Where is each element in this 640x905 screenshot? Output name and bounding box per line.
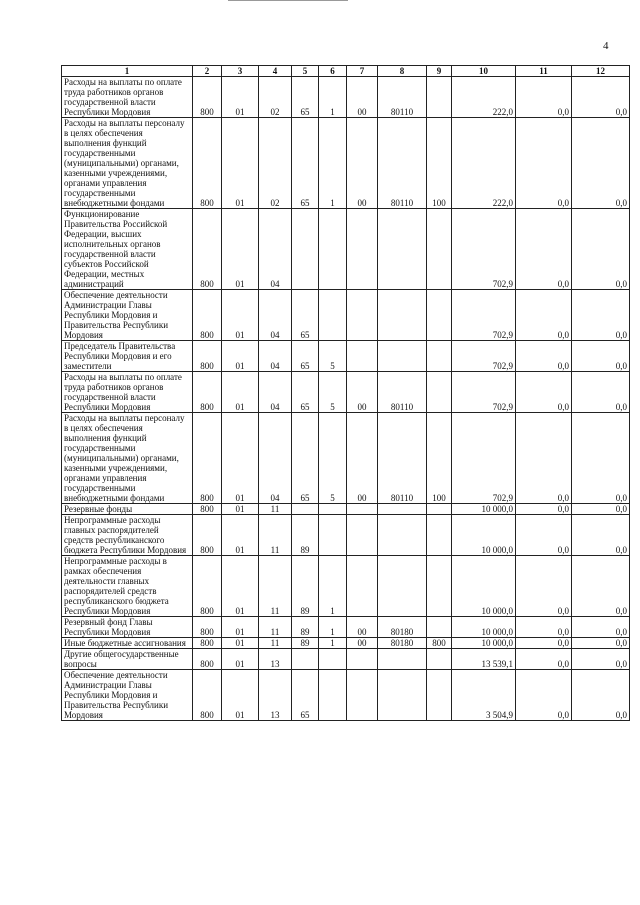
program-code: 65 xyxy=(292,77,319,118)
amount-plan-2: 0,0 xyxy=(572,118,630,209)
column-header: 3 xyxy=(222,66,259,77)
amount: 10 000,0 xyxy=(452,515,516,556)
subprogram-code: 5 xyxy=(319,341,347,372)
direction-code xyxy=(378,209,427,290)
main-event-code xyxy=(347,209,378,290)
chapter-code: 800 xyxy=(193,638,222,649)
amount-plan-2: 0,0 xyxy=(572,413,630,504)
subprogram-code: 1 xyxy=(319,617,347,638)
row-name: Непрограммные расходы главных распорядителей средств республиканского бюджета Республики Мордовия xyxy=(62,515,193,556)
program-code: 65 xyxy=(292,413,319,504)
column-header: 5 xyxy=(292,66,319,77)
amount-plan-1: 0,0 xyxy=(516,118,572,209)
expense-type-code xyxy=(427,77,452,118)
table-row xyxy=(62,504,630,515)
section-code: 01 xyxy=(222,638,259,649)
expense-type-code xyxy=(427,556,452,617)
expense-type-code: 800 xyxy=(427,638,452,649)
direction-code xyxy=(378,649,427,670)
scan-artifact-line xyxy=(228,0,348,2)
amount-plan-2: 0,0 xyxy=(572,341,630,372)
column-header: 8 xyxy=(378,66,427,77)
budget-table xyxy=(61,65,630,721)
main-event-code: 00 xyxy=(347,413,378,504)
expense-type-code xyxy=(427,341,452,372)
subprogram-code xyxy=(319,209,347,290)
main-event-code xyxy=(347,504,378,515)
program-code: 65 xyxy=(292,670,319,721)
direction-code: 80110 xyxy=(378,118,427,209)
chapter-code: 800 xyxy=(193,209,222,290)
expense-type-code xyxy=(427,649,452,670)
amount-plan-2: 0,0 xyxy=(572,670,630,721)
main-event-code xyxy=(347,556,378,617)
row-name: Обеспечение деятельности Администрации Главы Республики Мордовия и Правительства Республики Мордовия xyxy=(62,670,193,721)
page-number: 4 xyxy=(603,40,609,52)
column-header: 11 xyxy=(516,66,572,77)
column-header: 6 xyxy=(319,66,347,77)
amount: 222,0 xyxy=(452,118,516,209)
expense-type-code: 100 xyxy=(427,118,452,209)
subsection-code: 11 xyxy=(259,556,292,617)
amount-plan-2: 0,0 xyxy=(572,209,630,290)
row-name: Расходы на выплаты персоналу в целях обеспечения выполнения функций государственными (муниципальными) органами, казенными учреждениями, органами управления государственными внебюджетными фондами xyxy=(62,118,193,209)
row-name: Иные бюджетные ассигнования xyxy=(62,638,193,649)
subsection-code: 04 xyxy=(259,372,292,413)
chapter-code: 800 xyxy=(193,649,222,670)
amount-plan-1: 0,0 xyxy=(516,504,572,515)
row-name: Другие общегосударственные вопросы xyxy=(62,649,193,670)
column-header: 9 xyxy=(427,66,452,77)
amount-plan-2: 0,0 xyxy=(572,638,630,649)
table-row xyxy=(62,617,630,638)
direction-code: 80110 xyxy=(378,77,427,118)
section-code: 01 xyxy=(222,372,259,413)
table-row xyxy=(62,372,630,413)
program-code: 89 xyxy=(292,638,319,649)
row-name: Резервные фонды xyxy=(62,504,193,515)
amount-plan-2: 0,0 xyxy=(572,77,630,118)
subprogram-code xyxy=(319,670,347,721)
main-event-code: 00 xyxy=(347,118,378,209)
program-code xyxy=(292,209,319,290)
section-code: 01 xyxy=(222,118,259,209)
direction-code: 80180 xyxy=(378,617,427,638)
subsection-code: 11 xyxy=(259,515,292,556)
subprogram-code: 1 xyxy=(319,556,347,617)
section-code: 01 xyxy=(222,290,259,341)
section-code: 01 xyxy=(222,670,259,721)
chapter-code: 800 xyxy=(193,290,222,341)
program-code: 89 xyxy=(292,515,319,556)
amount: 10 000,0 xyxy=(452,617,516,638)
subprogram-code: 1 xyxy=(319,77,347,118)
column-header: 7 xyxy=(347,66,378,77)
main-event-code: 00 xyxy=(347,617,378,638)
column-header: 12 xyxy=(572,66,630,77)
subprogram-code xyxy=(319,515,347,556)
table-row xyxy=(62,649,630,670)
main-event-code xyxy=(347,649,378,670)
table-row xyxy=(62,515,630,556)
amount-plan-1: 0,0 xyxy=(516,556,572,617)
amount-plan-1: 0,0 xyxy=(516,209,572,290)
subsection-code: 04 xyxy=(259,290,292,341)
section-code: 01 xyxy=(222,341,259,372)
direction-code: 80110 xyxy=(378,413,427,504)
chapter-code: 800 xyxy=(193,504,222,515)
program-code xyxy=(292,649,319,670)
subsection-code: 11 xyxy=(259,617,292,638)
section-code: 01 xyxy=(222,617,259,638)
direction-code xyxy=(378,504,427,515)
program-code: 65 xyxy=(292,290,319,341)
row-name: Председатель Правительства Республики Мордовия и его заместители xyxy=(62,341,193,372)
expense-type-code xyxy=(427,372,452,413)
amount: 222,0 xyxy=(452,77,516,118)
row-name: Обеспечение деятельности Администрации Главы Республики Мордовия и Правительства Республики Мордовия xyxy=(62,290,193,341)
direction-code: 80110 xyxy=(378,372,427,413)
row-name: Расходы на выплаты по оплате труда работников органов государственной власти Республики Мордовия xyxy=(62,77,193,118)
amount-plan-2: 0,0 xyxy=(572,556,630,617)
direction-code xyxy=(378,341,427,372)
amount-plan-1: 0,0 xyxy=(516,649,572,670)
expense-type-code xyxy=(427,670,452,721)
table-row xyxy=(62,209,630,290)
amount: 702,9 xyxy=(452,341,516,372)
chapter-code: 800 xyxy=(193,118,222,209)
expense-type-code xyxy=(427,209,452,290)
table-body xyxy=(62,77,630,721)
amount: 702,9 xyxy=(452,372,516,413)
amount-plan-2: 0,0 xyxy=(572,617,630,638)
table-row xyxy=(62,556,630,617)
subsection-code: 02 xyxy=(259,118,292,209)
subprogram-code: 5 xyxy=(319,413,347,504)
subsection-code: 04 xyxy=(259,209,292,290)
amount-plan-1: 0,0 xyxy=(516,77,572,118)
direction-code xyxy=(378,290,427,341)
row-name: Непрограммные расходы в рамках обеспечения деятельности главных распорядителей средств республиканского бюджета Республики Мордовия xyxy=(62,556,193,617)
amount-plan-1: 0,0 xyxy=(516,515,572,556)
program-code: 89 xyxy=(292,556,319,617)
amount-plan-1: 0,0 xyxy=(516,413,572,504)
amount: 702,9 xyxy=(452,290,516,341)
amount: 13 539,1 xyxy=(452,649,516,670)
amount-plan-2: 0,0 xyxy=(572,504,630,515)
program-code: 89 xyxy=(292,617,319,638)
subsection-code: 11 xyxy=(259,504,292,515)
subsection-code: 02 xyxy=(259,77,292,118)
chapter-code: 800 xyxy=(193,515,222,556)
expense-type-code xyxy=(427,504,452,515)
program-code: 65 xyxy=(292,372,319,413)
subprogram-code xyxy=(319,504,347,515)
amount-plan-2: 0,0 xyxy=(572,372,630,413)
expense-type-code: 100 xyxy=(427,413,452,504)
subprogram-code: 5 xyxy=(319,372,347,413)
table-row xyxy=(62,638,630,649)
subprogram-code xyxy=(319,649,347,670)
program-code: 65 xyxy=(292,118,319,209)
main-event-code xyxy=(347,290,378,341)
section-code: 01 xyxy=(222,515,259,556)
main-event-code xyxy=(347,341,378,372)
main-event-code xyxy=(347,515,378,556)
chapter-code: 800 xyxy=(193,556,222,617)
subprogram-code: 1 xyxy=(319,638,347,649)
amount: 10 000,0 xyxy=(452,638,516,649)
subsection-code: 13 xyxy=(259,670,292,721)
subprogram-code xyxy=(319,290,347,341)
section-code: 01 xyxy=(222,504,259,515)
program-code: 65 xyxy=(292,341,319,372)
amount-plan-1: 0,0 xyxy=(516,290,572,341)
subsection-code: 04 xyxy=(259,413,292,504)
chapter-code: 800 xyxy=(193,617,222,638)
amount-plan-1: 0,0 xyxy=(516,670,572,721)
table-row xyxy=(62,290,630,341)
subsection-code: 04 xyxy=(259,341,292,372)
amount: 10 000,0 xyxy=(452,504,516,515)
amount-plan-1: 0,0 xyxy=(516,617,572,638)
table-row xyxy=(62,118,630,209)
subsection-code: 13 xyxy=(259,649,292,670)
expense-type-code xyxy=(427,515,452,556)
section-code: 01 xyxy=(222,649,259,670)
column-header: 1 xyxy=(62,66,193,77)
expense-type-code xyxy=(427,617,452,638)
direction-code xyxy=(378,670,427,721)
table-row xyxy=(62,413,630,504)
main-event-code: 00 xyxy=(347,77,378,118)
chapter-code: 800 xyxy=(193,341,222,372)
subprogram-code: 1 xyxy=(319,118,347,209)
amount-plan-1: 0,0 xyxy=(516,341,572,372)
main-event-code: 00 xyxy=(347,638,378,649)
main-event-code xyxy=(347,670,378,721)
table-row xyxy=(62,670,630,721)
program-code xyxy=(292,504,319,515)
header-row xyxy=(62,66,630,77)
amount: 702,9 xyxy=(452,413,516,504)
amount-plan-1: 0,0 xyxy=(516,372,572,413)
amount: 702,9 xyxy=(452,209,516,290)
chapter-code: 800 xyxy=(193,372,222,413)
amount: 3 504,9 xyxy=(452,670,516,721)
table-row xyxy=(62,77,630,118)
section-code: 01 xyxy=(222,556,259,617)
amount-plan-2: 0,0 xyxy=(572,515,630,556)
subsection-code: 11 xyxy=(259,638,292,649)
section-code: 01 xyxy=(222,77,259,118)
chapter-code: 800 xyxy=(193,77,222,118)
amount: 10 000,0 xyxy=(452,556,516,617)
direction-code xyxy=(378,515,427,556)
amount-plan-2: 0,0 xyxy=(572,649,630,670)
amount-plan-1: 0,0 xyxy=(516,638,572,649)
amount-plan-2: 0,0 xyxy=(572,290,630,341)
section-code: 01 xyxy=(222,413,259,504)
section-code: 01 xyxy=(222,209,259,290)
column-header: 10 xyxy=(452,66,516,77)
direction-code: 80180 xyxy=(378,638,427,649)
chapter-code: 800 xyxy=(193,413,222,504)
chapter-code: 800 xyxy=(193,670,222,721)
direction-code xyxy=(378,556,427,617)
column-header: 2 xyxy=(193,66,222,77)
column-header: 4 xyxy=(259,66,292,77)
row-name: Резервный фонд Главы Республики Мордовия xyxy=(62,617,193,638)
row-name: Расходы на выплаты по оплате труда работников органов государственной власти Республики Мордовия xyxy=(62,372,193,413)
expense-type-code xyxy=(427,290,452,341)
row-name: Расходы на выплаты персоналу в целях обеспечения выполнения функций государственными (муниципальными) органами, казенными учреждениями, органами управления государственными внебюджетными фондами xyxy=(62,413,193,504)
table-row xyxy=(62,341,630,372)
main-event-code: 00 xyxy=(347,372,378,413)
row-name: Функционирование Правительства Российской Федерации, высших исполнительных органов государственной власти субъектов Российской Федерации, местных администраций xyxy=(62,209,193,290)
